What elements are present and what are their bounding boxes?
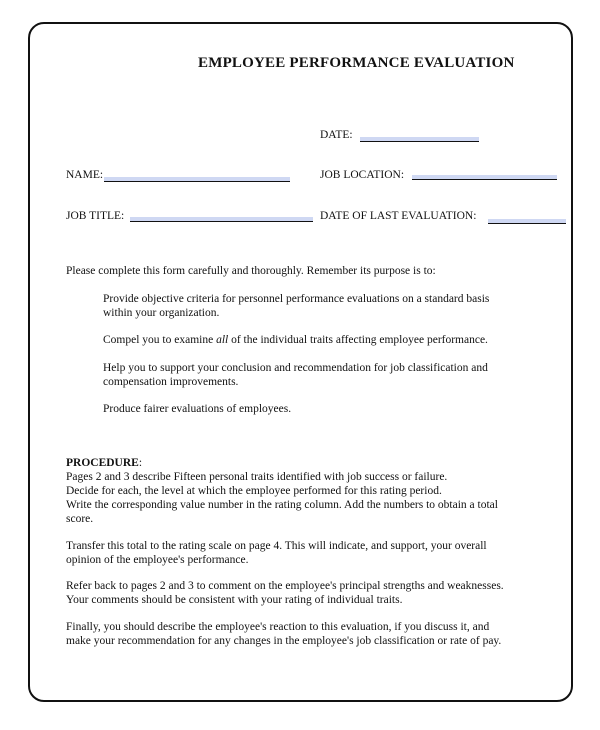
job-title-label: JOB TITLE: bbox=[66, 210, 125, 222]
last-evaluation-field[interactable] bbox=[488, 223, 566, 224]
purpose-1-line-1: Provide objective criteria for personnel performance evaluations on a standard basis bbox=[103, 293, 490, 305]
procedure-paragraph-1 bbox=[66, 470, 498, 526]
procedure-paragraph-2 bbox=[66, 539, 487, 567]
job-title-field[interactable] bbox=[130, 221, 313, 222]
name-label: NAME: bbox=[66, 169, 104, 181]
job-location-label: JOB LOCATION: bbox=[320, 169, 405, 181]
procedure-p4-line: Finally, you should describe the employee's reaction to this evaluation, if you discuss it, and bbox=[66, 621, 490, 633]
job-location-field[interactable] bbox=[412, 179, 557, 180]
procedure-p1-line: score. bbox=[66, 513, 94, 525]
purpose-3 bbox=[103, 361, 488, 389]
purpose-3-line-1: Help you to support your conclusion and recommendation for job classification and bbox=[103, 362, 488, 374]
purpose-1-line-2: within your organization. bbox=[103, 307, 220, 319]
procedure-heading-text: PROCEDURE bbox=[66, 457, 139, 469]
procedure-heading-colon: : bbox=[138, 457, 143, 469]
purpose-1 bbox=[103, 292, 489, 320]
procedure-paragraph-4 bbox=[66, 620, 501, 648]
procedure-p2-line: opinion of the employee's performance. bbox=[66, 554, 249, 566]
last-evaluation-label: DATE OF LAST EVALUATION: bbox=[320, 210, 477, 222]
intro-text: Please complete this form carefully and thoroughly. Remember its purpose is to: bbox=[66, 265, 436, 277]
purpose-3-line-2: compensation improvements. bbox=[103, 376, 239, 388]
date-field[interactable] bbox=[360, 141, 479, 142]
procedure-paragraph-3 bbox=[66, 579, 504, 607]
purpose-2 bbox=[103, 333, 488, 347]
date-label: DATE: bbox=[320, 129, 353, 141]
purpose-2-after: of the individual traits affecting employee performance. bbox=[228, 334, 488, 346]
form-title: EMPLOYEE PERFORMANCE EVALUATION bbox=[198, 55, 515, 71]
procedure-heading bbox=[66, 456, 142, 470]
purpose-4: Produce fairer evaluations of employees. bbox=[103, 403, 292, 415]
procedure-p4-line: make your recommendation for any changes in the employee's job classification or rate of pay. bbox=[66, 635, 502, 647]
procedure-p3-line: Refer back to pages 2 and 3 to comment on the employee's principal strengths and weaknesses. bbox=[66, 580, 504, 592]
procedure-p3-line: Your comments should be consistent with your rating of individual traits. bbox=[66, 594, 403, 606]
purpose-2-before: Compel you to examine bbox=[103, 334, 217, 346]
procedure-p2-line: Transfer this total to the rating scale on page 4. This will indicate, and support, your overall bbox=[66, 540, 487, 552]
procedure-p1-line: Write the corresponding value number in the rating column. Add the numbers to obtain a total bbox=[66, 499, 498, 511]
name-field[interactable] bbox=[104, 181, 290, 182]
purpose-2-emphasis: all bbox=[216, 334, 229, 346]
procedure-p1-line: Pages 2 and 3 describe Fifteen personal traits identified with job success or failure. bbox=[66, 471, 448, 483]
procedure-p1-line: Decide for each, the level at which the employee performed for this rating period. bbox=[66, 485, 442, 497]
